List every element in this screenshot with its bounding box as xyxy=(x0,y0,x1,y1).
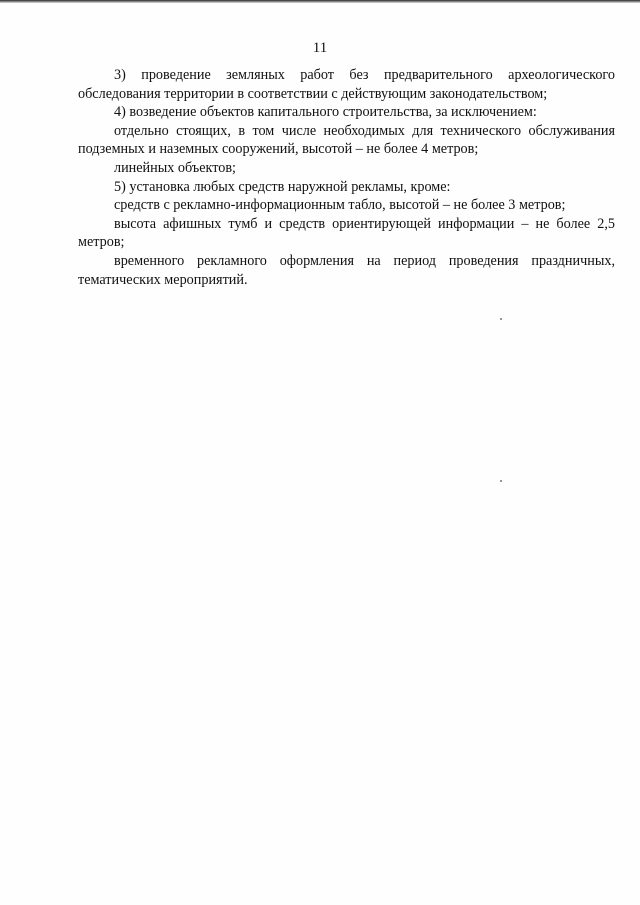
paragraph-info-boards: средств с рекламно-информационным табло, высотой – не более 3 метров; xyxy=(114,197,566,214)
paragraph-item-3: 3) проведение земляных работ без предварительного археологического обследования территории в соответствии с действующим законодательством; xyxy=(78,67,615,102)
paragraph-standalone-structures: отдельно стоящих, в том числе необходимых для технического обслуживания подземных и наземных сооружений, высотой – не более 4 метров; xyxy=(78,122,615,158)
scan-top-edge xyxy=(0,0,640,3)
paragraph-temporary-decoration: временного рекламного оформления на период проведения праздничных, тематических мероприятий. xyxy=(78,252,615,288)
scan-speck xyxy=(500,318,502,320)
paragraph-item-5: 5) установка любых средств наружной рекламы, кроме: xyxy=(114,178,451,195)
paragraph-linear-objects: линейных объектов; xyxy=(114,159,236,176)
document-body xyxy=(78,66,615,289)
paragraph-item-4: 4) возведение объектов капитального строительства, за исключением: xyxy=(114,104,537,121)
page-number: 11 xyxy=(312,40,328,56)
scan-speck xyxy=(500,480,502,482)
paragraph-poster-columns: высота афишных тумб и средств ориентирующей информации – не более 2,5 метров; xyxy=(78,215,615,251)
